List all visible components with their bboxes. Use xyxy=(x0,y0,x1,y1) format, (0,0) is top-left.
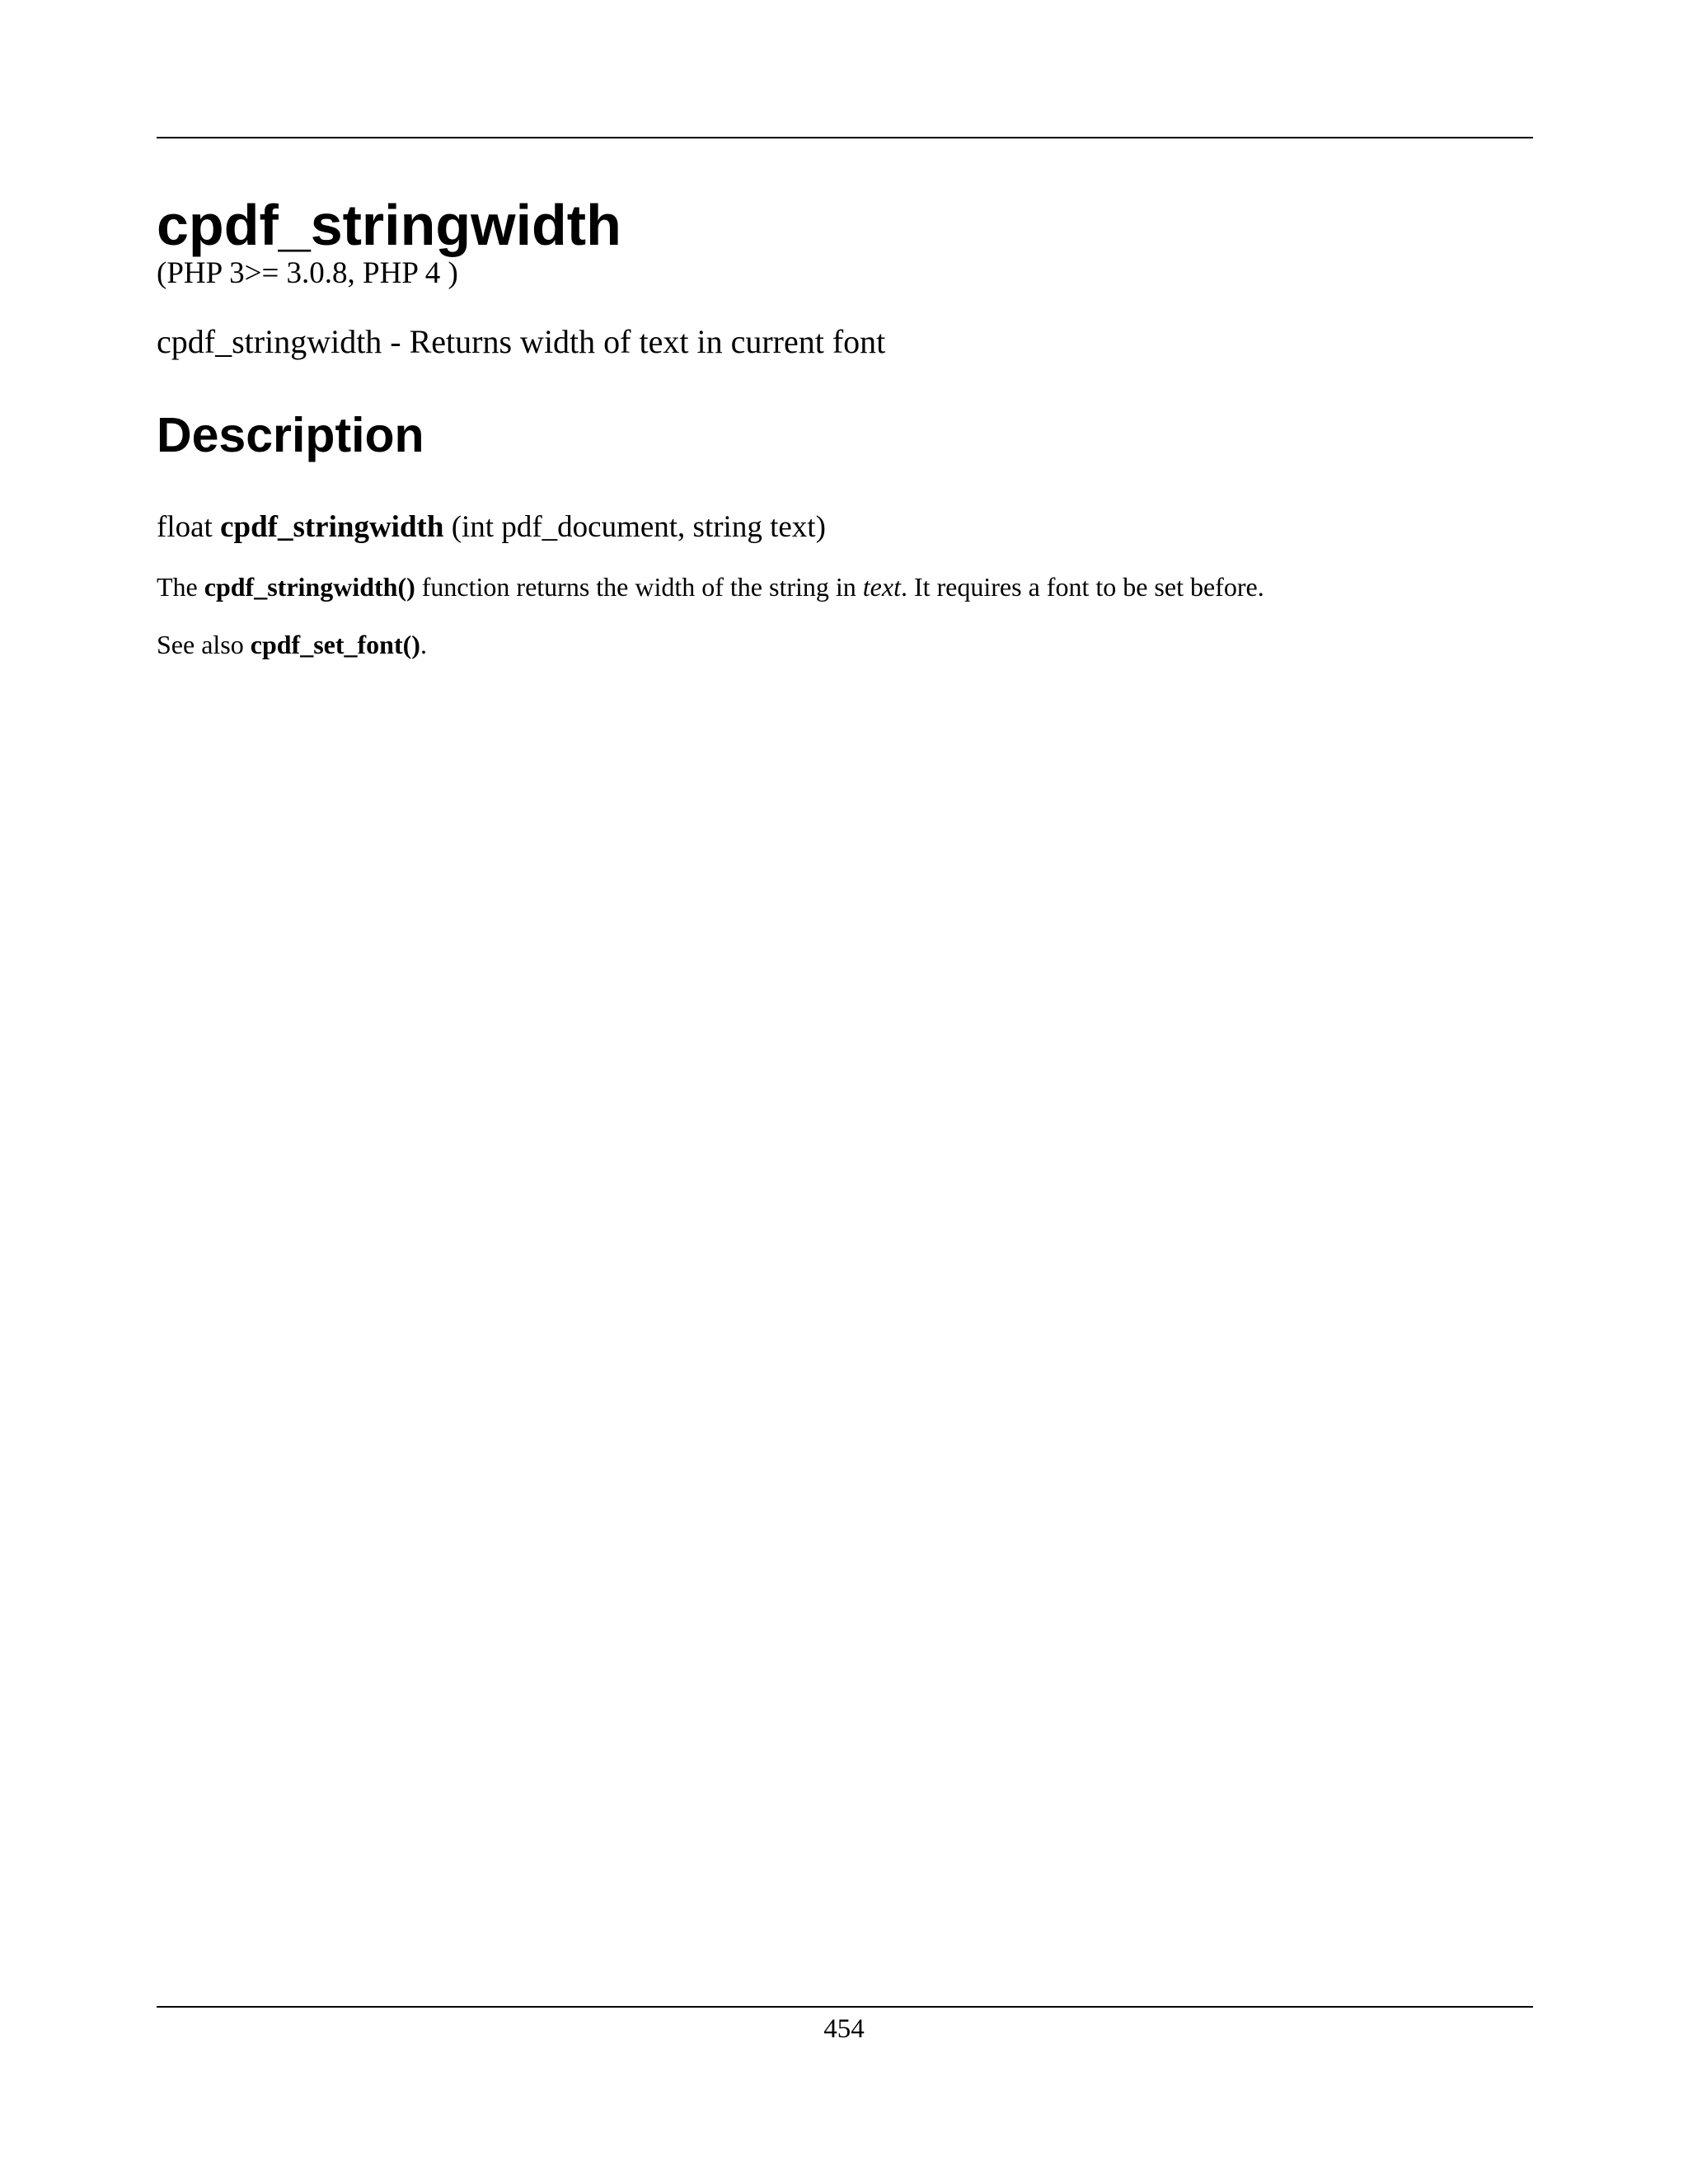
see-also-tail: . xyxy=(420,630,427,659)
parameter-reference: text xyxy=(862,572,901,602)
page-number: 454 xyxy=(823,2014,865,2044)
synopsis-return-type: float xyxy=(157,510,213,544)
page-title: cpdf_stringwidth xyxy=(157,193,621,257)
see-also-lead: See also xyxy=(157,630,244,659)
function-purpose: cpdf_stringwidth - Returns width of text in current font xyxy=(157,323,886,360)
version-info: (PHP 3>= 3.0.8, PHP 4 ) xyxy=(157,256,458,290)
description-paragraph xyxy=(157,567,1264,607)
function-synopsis xyxy=(157,504,826,551)
synopsis-function-name: cpdf_stringwidth xyxy=(220,510,444,544)
synopsis-parameters: (int pdf_document, string text) xyxy=(451,510,826,544)
paragraph-middle: function returns the width of the string in xyxy=(421,572,856,602)
description-heading: Description xyxy=(157,408,424,462)
paragraph-lead: The xyxy=(157,572,198,602)
see-also-paragraph xyxy=(157,625,427,664)
function-reference: cpdf_stringwidth() xyxy=(204,572,415,602)
see-also-link[interactable]: cpdf_set_font() xyxy=(250,630,420,659)
header-rule xyxy=(157,137,1533,138)
paragraph-tail: . It requires a font to be set before. xyxy=(900,572,1264,602)
